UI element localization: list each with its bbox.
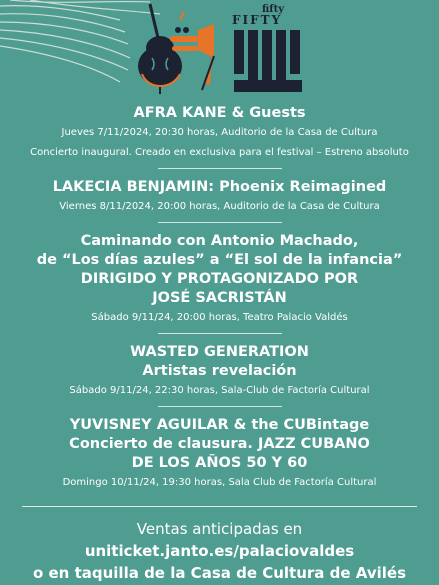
fifty-logo [232,4,302,92]
event-title-line: Artistas revelación [142,363,297,379]
event-title: LAKECIA BENJAMIN: Phoenix Reimagined [52,179,387,195]
event-separator [158,222,282,223]
ticket-sales-intro: Ventas anticipadas en [136,520,303,538]
event-datetime-venue: Jueves 7/11/2024, 20:30 horas, Auditorio de la Casa de Cultura [61,127,378,138]
event-note: Concierto inaugural. Creado en exclusiva para el festival – Estreno absoluto [30,147,409,158]
event-title-line: Concierto de clausura. JAZZ CUBANO [69,436,370,452]
ticket-sales-boxoffice: o en taquilla de la Casa de Cultura de Avilés [32,564,407,582]
event-separator [158,168,282,169]
event-title-line: Caminando con Antonio Machado, [80,233,359,249]
event-title-line: DE LOS AÑOS 50 Y 60 [131,455,308,471]
ticket-sales-url[interactable]: uniticket.janto.es/palaciovaldes [84,542,355,560]
event-separator [158,333,282,334]
header-illustration [0,0,439,100]
event-title-line: WASTED GENERATION [130,344,309,360]
event-title-line: de “Los días azules” a “El sol de la infancia” [36,252,403,268]
event-afra-kane [0,104,439,160]
event-title-line: DIRIGIDO Y PROTAGONIZADO POR [80,271,359,287]
logo-large-text: FIFTY [232,13,283,27]
event-lakecia-benjamin [0,178,439,214]
event-datetime-venue: Sábado 9/11/24, 22:30 horas, Sala-Club de Factoría Cultural [69,385,370,396]
event-datetime-venue: Domingo 10/11/24, 19:30 horas, Sala Club de Factoría Cultural [62,477,377,488]
event-datetime-venue: Sábado 9/11/24, 20:00 horas, Teatro Palacio Valdés [91,312,348,323]
event-title: AFRA KANE & Guests [133,105,306,121]
event-datetime-venue: Viernes 8/11/2024, 20:00 horas, Auditorio de la Casa de Cultura [59,201,380,212]
event-yuvisney-aguilar [0,416,439,490]
event-title-line: JOSÉ SACRISTÁN [152,290,287,306]
ticket-sales-footer [0,518,439,584]
pen-illustration [202,56,214,90]
piano-keys-icon [234,30,302,92]
event-separator [158,406,282,407]
event-antonio-machado [0,232,439,325]
footer-divider [22,506,417,507]
trumpet-illustration [170,12,214,58]
events-list [0,104,439,490]
decorative-swirl-lines [0,0,160,82]
event-title-line: YUVISNEY AGUILAR & the CUBintage [69,417,370,433]
logo-small-text: fifty [262,4,285,15]
event-wasted-generation [0,343,439,398]
